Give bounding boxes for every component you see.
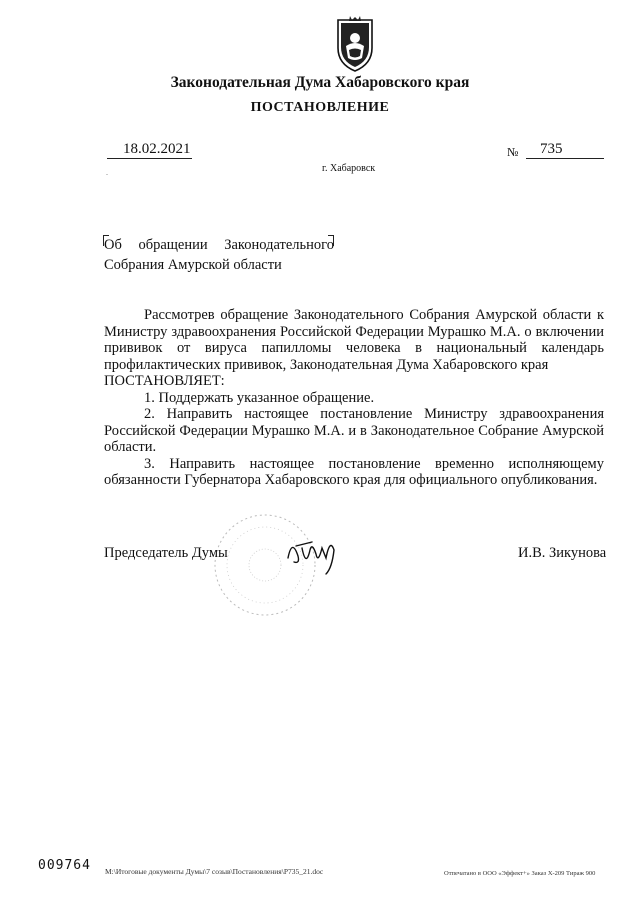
resolution-item: 2. Направить настоящее постановление Министру здравоохранения Российской Федерации Мурашко М.А. и в Законодательное Собрание Амурской области. <box>104 406 604 455</box>
organization-name: Законодательная Дума Хабаровского края <box>170 74 470 91</box>
subject-word: Законодательного <box>224 237 334 253</box>
signatory-title: Председатель Думы <box>104 545 228 561</box>
coat-of-arms-icon <box>330 14 380 74</box>
subject-block <box>104 235 334 275</box>
scan-mark: . <box>106 168 108 177</box>
footer-printer-note: Отпечатано в ООО «Эффект+» Заказ Х-209 Тираж 900 <box>444 870 596 877</box>
subject-line-2: Собрания Амурской области <box>104 257 282 273</box>
number-label: № <box>507 145 519 159</box>
resolves-heading: ПОСТАНОВЛЯЕТ: <box>104 373 225 389</box>
subject-word: Об <box>104 237 122 253</box>
subject-word: обращении <box>138 237 208 253</box>
resolution-body <box>104 307 604 489</box>
document-number: 735 <box>526 140 604 159</box>
subject-line-1 <box>104 235 334 255</box>
footer-file-path: M:\Итоговые документы Думы\7 созыв\Постановления\P735_21.doc <box>105 867 324 876</box>
city-label: г. Хабаровск <box>322 163 376 174</box>
resolution-item: 3. Направить настоящее постановление временно исполняющему обязанности Губернатора Хабаровского края для официального опубликования. <box>104 455 604 488</box>
document-date: 18.02.2021 <box>107 140 192 159</box>
document-type: ПОСТАНОВЛЕНИЕ <box>250 100 390 115</box>
resolution-item: 1. Поддержать указанное обращение. <box>144 389 375 406</box>
footer-serial-number: 009764 <box>38 858 91 873</box>
intro-paragraph: Рассмотрев обращение Законодательного Собрания Амурской области к Министру здравоохранения Российской Федерации Мурашко М.А. о включении прививок от вируса папилломы человека в национальный календарь профилактических прививок, Законодательная Дума Хабаровского края <box>104 307 604 373</box>
signatory-name: И.В. Зикунова <box>518 545 607 561</box>
handwritten-signature-icon <box>282 528 352 576</box>
